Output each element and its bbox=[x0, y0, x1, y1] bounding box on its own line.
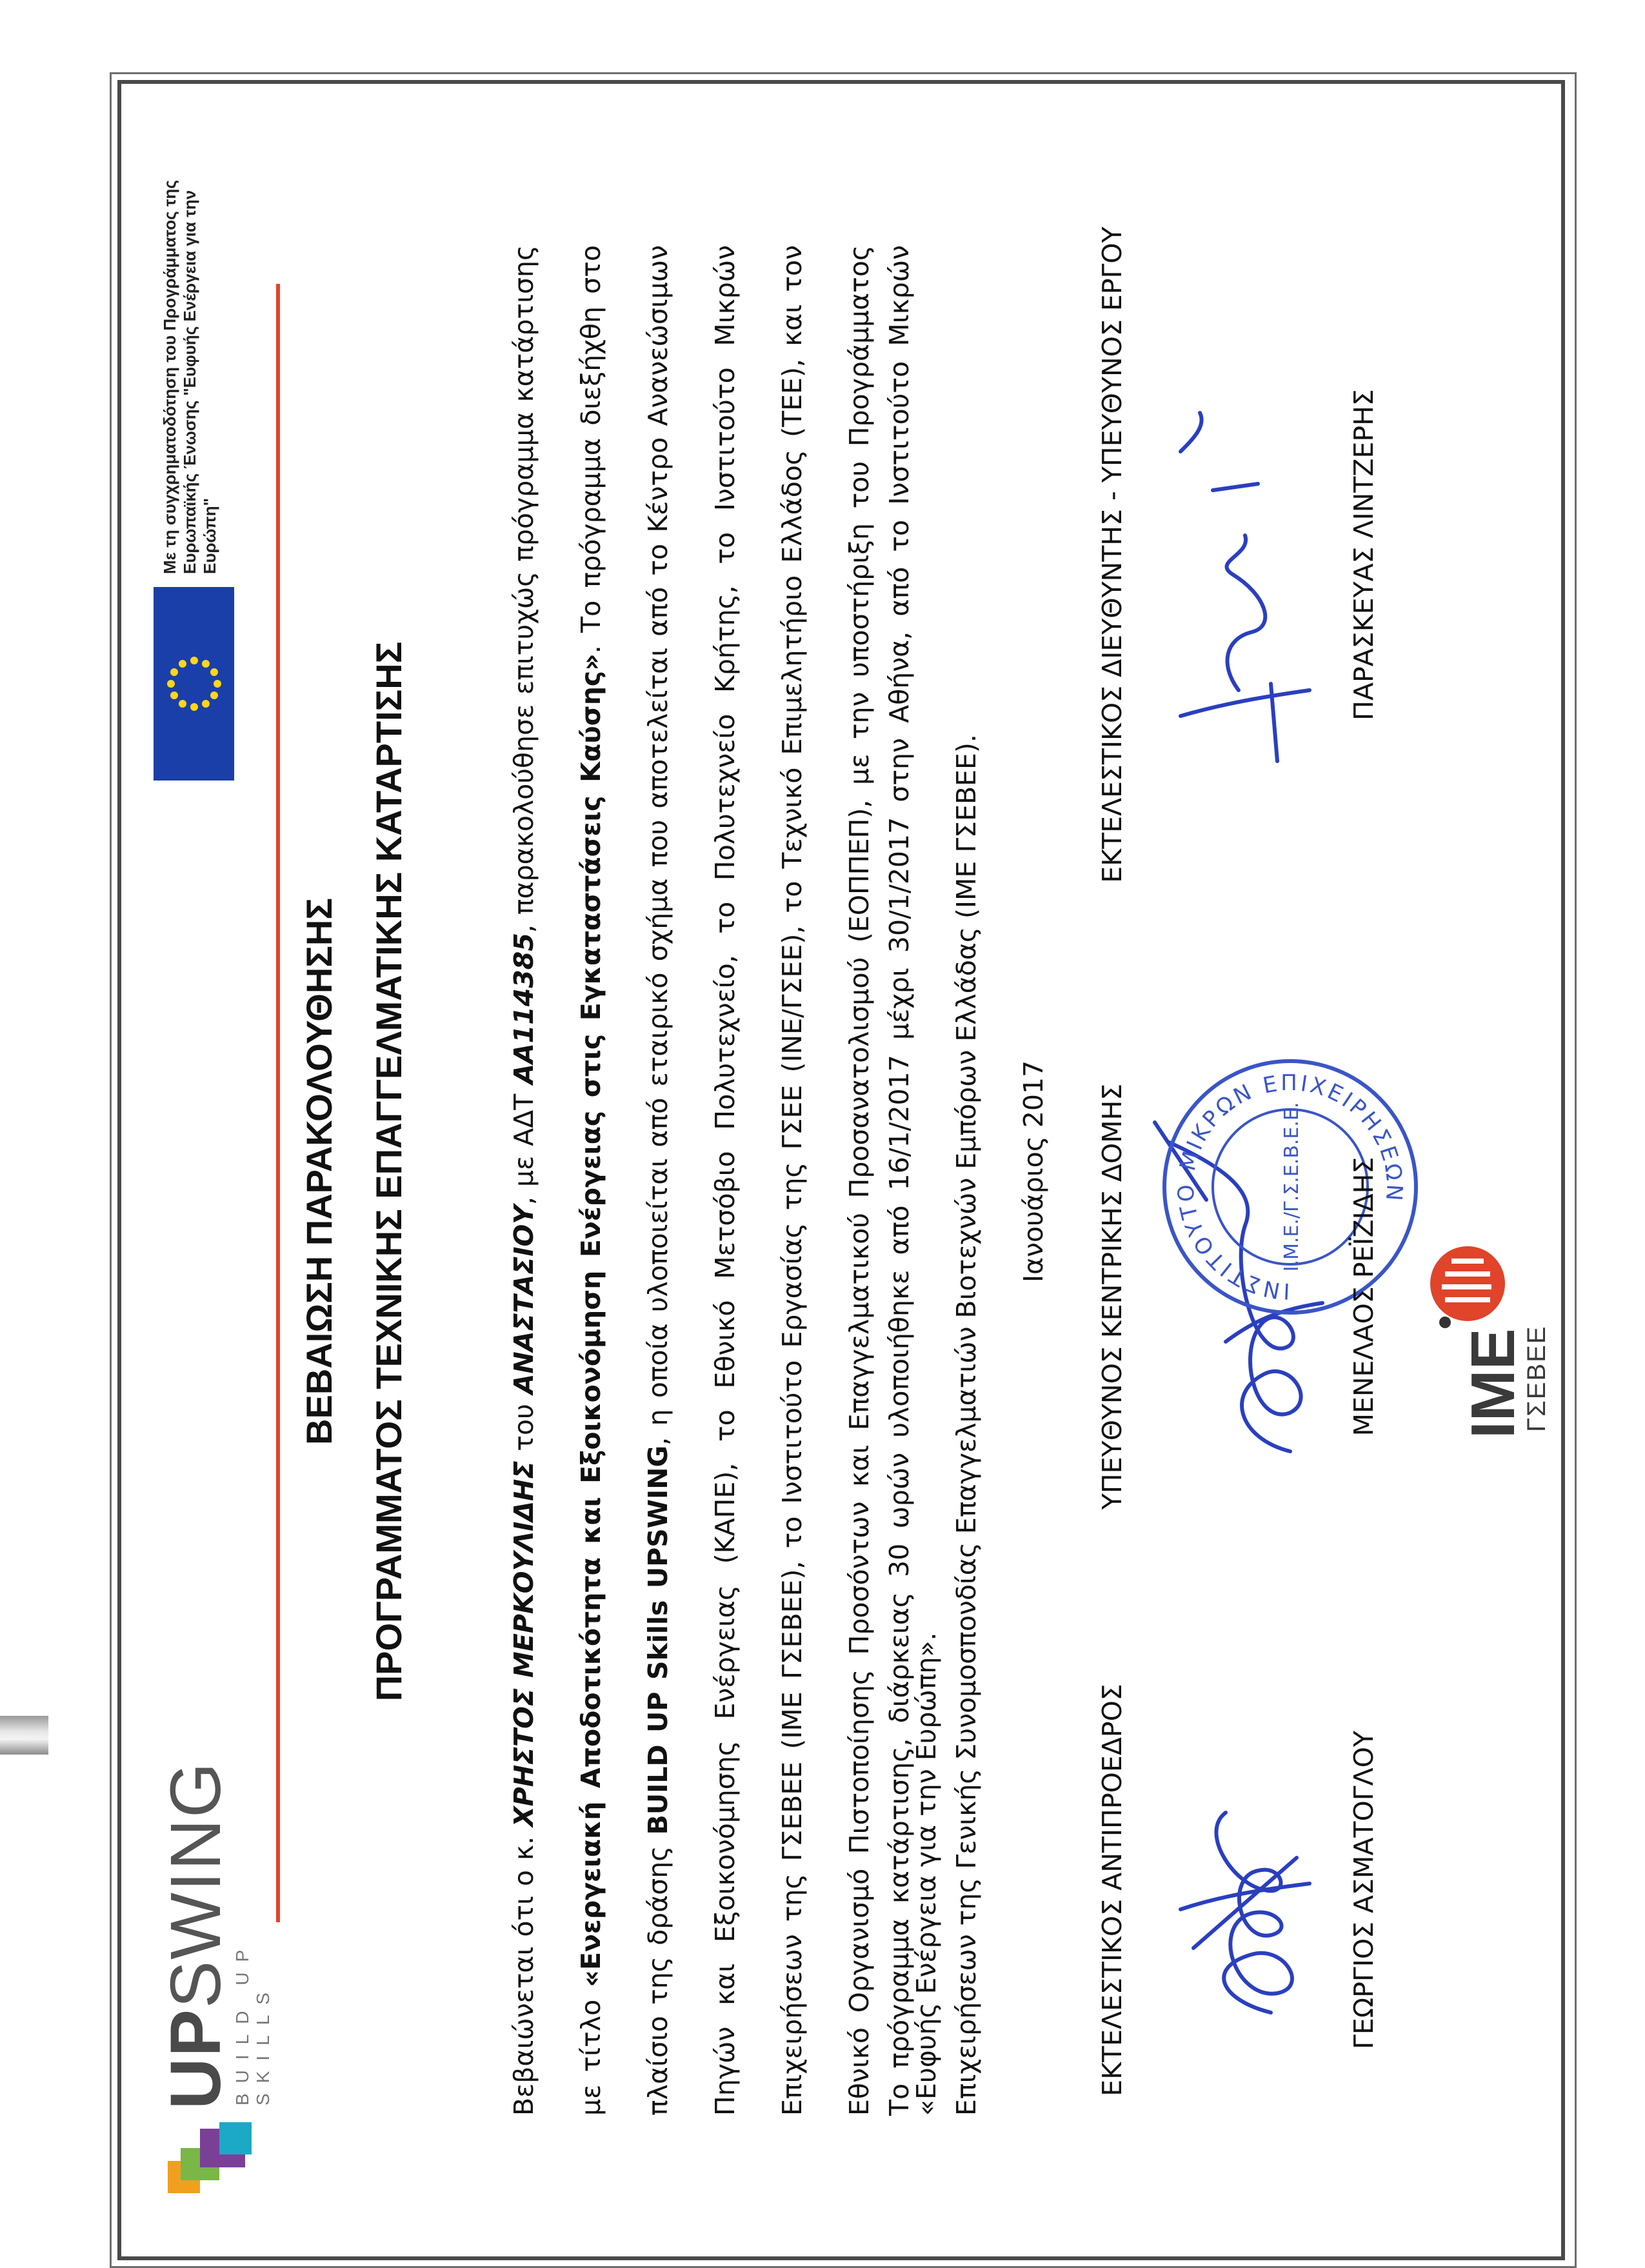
signatory-1-name: ΓΕΩΡΓΙΟΣ ΑΣΜΑΤΟΓΛΟΥ bbox=[1348, 1731, 1379, 2049]
document-subtitle: ΠΡΟΓΡΑΜΜΑΤΟΣ ΤΕΧΝΙΚΗΣ ΕΠΑΓΓΕΛΜΑΤΙΚΗΣ ΚΑΤΑΡΤΙΣΗΣ bbox=[368, 641, 409, 1702]
signatory-3-title: ΕΚΤΕΛΕΣΤΙΚΟΣ ΔΙΕΥΘΥΝΤΗΣ - ΥΠΕΥΘΥΝΟΣ ΕΡΓΟΥ bbox=[1097, 226, 1128, 883]
signatory-2-name: ΜΕΝΕΛΑΟΣ ΡΕΪΖΙΔΗΣ bbox=[1348, 1157, 1379, 1437]
eu-cofunding-logo bbox=[154, 148, 270, 781]
signature-3 bbox=[1142, 400, 1335, 787]
certificate-paragraph-1: Βεβαιώνεται ότι ο κ. ΧΡΗΣΤΟΣ ΜΕΡΚΟΥΛΙΔΗΣ του ΑΝΑΣΤΑΣΙΟΥ, με ΑΔΤ ΑΑ114385, παρακολούθησε επιτυχώς πρόγραμμα κατάρτισης με τίτλο «Ενεργειακή Αποδοτικότητα και Εξοικονόμηση Ενέργειας στις Εγκαταστάσεις Καύσης». Το πρόγραμμα διεξήχθη στο πλαίσιο της δράσης BUILD UP Skills UPSWING, η οποία υλοποιείται από εταιρικό σχήμα που αποτελείται από το Κέντρο Ανανεώσιμων Πηγών και Εξοικονόμησης Ενέργειας (ΚΑΠΕ), το Εθνικό Μετσόβιο Πολυτεχνείο, το Πολυτεχνείο Κρήτης, το Ινστιτούτο Μικρών Επιχειρήσεων της ΓΣΕΒΕΕ (ΙΜΕ ΓΣΕΒΕΕ), το Ινστιτούτο Εργασίας της ΓΣΕΕ (ΙΝΕ/ΓΣΕΕ), το Τεχνικό Επιμελητήριο Ελλάδος (ΤΕΕ), και τον Εθνικό Οργανισμό Πιστοποίησης Προσόντων και Επαγγελματικού Προσανατολισμού (ΕΟΠΠΕΠ), με την υποστήριξη του Προγράμματος «Ευφυής Ενέργεια για την Ευρώπη». bbox=[508, 244, 942, 2116]
certificate-sheet bbox=[123, 85, 1560, 2258]
ime-wordmark: ΙΜΕ bbox=[1459, 1328, 1528, 1438]
institute-stamp bbox=[1155, 1051, 1426, 1322]
signatory-3-name: ΠΑΡΑΣΚΕΥΑΣ ΛΙΝΤΖΕΡΗΣ bbox=[1348, 389, 1379, 721]
stamp-inner-text: Ι.Μ.Ε./Γ.Σ.Ε.Β.Ε.Ε. bbox=[1281, 1102, 1303, 1272]
trainee-name: ΧΡΗΣΤΟΣ ΜΕΡΚΟΥΛΙΔΗΣ bbox=[508, 1460, 539, 1827]
eu-flag-icon bbox=[154, 587, 234, 781]
id-number: ΑΑ114385 bbox=[508, 933, 539, 1084]
upswing-logo bbox=[148, 1761, 273, 2200]
eu-caption: Με τη συγχρηματοδότηση του Προγράμματος της Ευρωπαϊκής Ένωσης "Ευφυής Ενέργεια για την Ευρώπη" bbox=[160, 180, 219, 574]
issue-date: Ιανουάριος 2017 bbox=[1018, 1060, 1049, 1283]
ime-subtitle: ΓΣΕΒΕΕ bbox=[1522, 1325, 1551, 1432]
course-title: «Ενεργειακή Αποδοτικότητα και Εξοικονόμηση Ενέργειας στις Εγκαταστάσεις Καύσης» bbox=[575, 653, 606, 1987]
upswing-wordmark: UPSWING bbox=[156, 1761, 235, 2109]
ime-gsebee-logo bbox=[1419, 1238, 1551, 1445]
document-title: ΒΕΒΑΙΩΣΗ ΠΑΡΑΚΟΛΟΥΘΗΣΗΣ bbox=[299, 898, 339, 1445]
certificate-paragraph-2: Το πρόγραμμα κατάρτισης, διάρκειας 30 ωρών υλοποιήθηκε από 16/1/2017 μέχρι 30/1/2017 στην Αθήνα, από το Ινστιτούτο Μικρών Επιχειρήσεων της Γενικής Συνομοσπονδίας Επαγγελματιών Βιοτεχνών Εμπόρων Ελλάδας (ΙΜΕ ΓΣΕΒΕΕ). bbox=[884, 245, 982, 2116]
signatory-2-title: ΥΠΕΥΘΥΝΟΣ ΚΕΝΤΡΙΚΗΣ ΔΟΜΗΣ bbox=[1097, 1083, 1128, 1510]
action-name: BUILD UP Skills UPSWING bbox=[643, 1445, 673, 1835]
signatory-1-title: ΕΚΤΕΛΕΣΤΙΚΟΣ ΑΝΤΙΠΡΟΕΔΡΟΣ bbox=[1097, 1684, 1128, 2096]
header-divider bbox=[276, 284, 280, 1922]
upswing-mark-icon bbox=[155, 2116, 258, 2200]
father-name: ΑΝΑΣΤΑΣΙΟΥ bbox=[508, 1205, 539, 1395]
upswing-tagline: BUILD UP SKILLS bbox=[232, 1940, 273, 2105]
stamp-outer-text: ΙΝΣΤΙΤΟΥΤΟ ΜΙΚΡΩΝ ΕΠΙΧΕΙΡΗΣΕΩΝ bbox=[1173, 1069, 1408, 1304]
signature-1 bbox=[1142, 1780, 1329, 2025]
scanner-edge-artifact bbox=[0, 1716, 48, 1755]
